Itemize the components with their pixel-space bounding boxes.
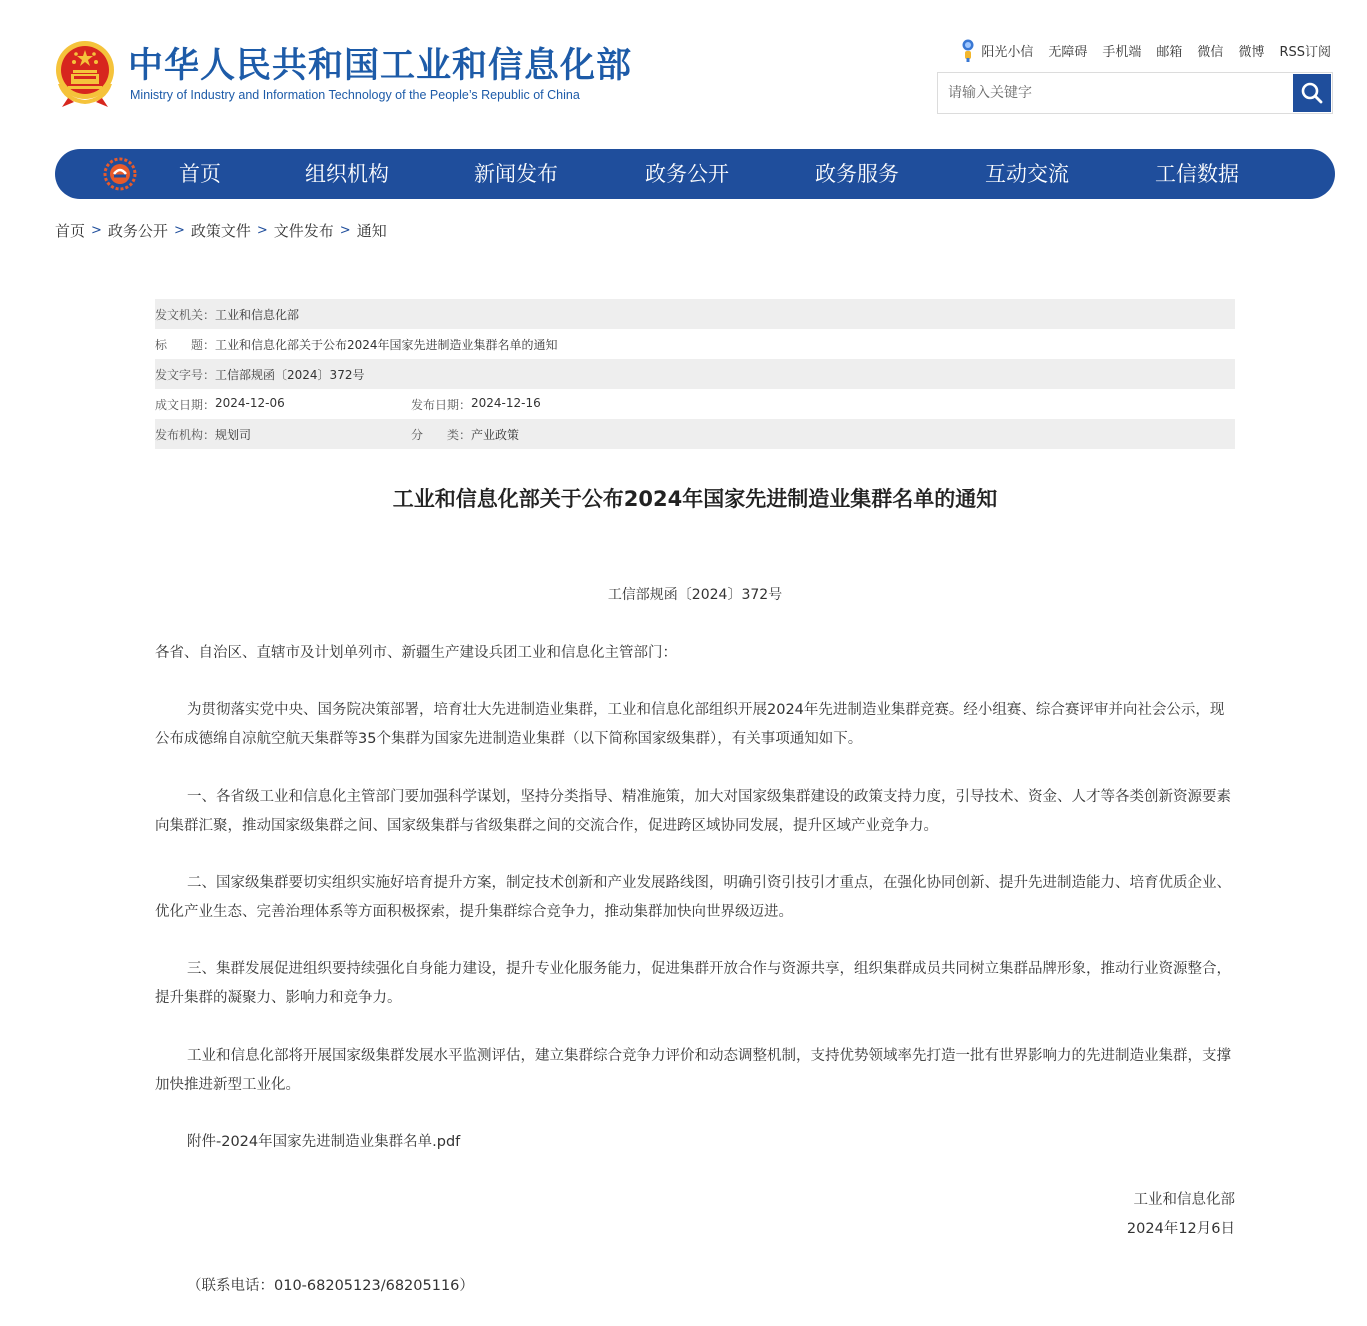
national-emblem-icon <box>54 40 116 108</box>
breadcrumb-notice[interactable]: 通知 <box>356 222 387 240</box>
toplink-mail[interactable]: 邮箱 <box>1156 44 1183 60</box>
meta-title-value: 工业和信息化部关于公布2024年国家先进制造业集群名单的通知 <box>215 337 558 352</box>
meta-written-label: 成文日期： <box>155 397 216 412</box>
meta-published-label: 发布日期： <box>411 397 472 412</box>
article-paragraph-3: 二、国家级集群要切实组织实施好培育提升方案，制定技术创新和产业发展路线图，明确引资引技引才重点，在强化协同创新、提升先进制造能力、培育优质企业、优化产业生态、完善治理体系等方面积极探索，提升集群综合竞争力，推动集群加快向世界级迈进。 <box>155 875 1231 920</box>
meta-row-dates <box>155 389 1235 419</box>
meta-issuer-value: 工业和信息化部 <box>215 307 300 322</box>
toplink-rss[interactable]: RSS订阅 <box>1279 44 1331 60</box>
article-paragraph-5: 工业和信息化部将开展国家级集群发展水平监测评估，建立集群综合竞争力评价和动态调整机制，支持优势领域率先打造一批有世界影响力的先进制造业集群，支撑加快推进新型工业化。 <box>155 1048 1231 1093</box>
nav-data[interactable]: 工信数据 <box>1155 162 1239 186</box>
meta-row-title <box>155 329 1235 359</box>
article-date: 2024年12月6日 <box>1126 1221 1235 1237</box>
meta-row-org <box>155 419 1235 449</box>
meta-issuer-label: 发文机关： <box>155 307 216 322</box>
nav-services[interactable]: 政务服务 <box>815 162 899 186</box>
toplink-sunshine-label: 阳光小信 <box>981 44 1034 60</box>
article-salutation: 各省、自治区、直辖市及计划单列市、新疆生产建设兵团工业和信息化主管部门： <box>155 645 677 661</box>
chevron-right-icon: > <box>256 223 268 238</box>
meta-category-value: 产业政策 <box>471 427 520 442</box>
meta-title-label: 标 题： <box>155 337 216 352</box>
breadcrumb-policy-files[interactable]: 政策文件 <box>190 222 251 240</box>
meta-published-value: 2024-12-16 <box>471 395 541 410</box>
article-paragraph-4: 三、集群发展促进组织要持续强化自身能力建设，提升专业化服务能力，促进集群开放合作与资源共享，组织集群成员共同树立集群品牌形象，推动行业资源整合，提升集群的凝聚力、影响力和竞争力。 <box>155 961 1231 1006</box>
toplink-sunshine[interactable] <box>959 38 1033 62</box>
meta-org-label: 发布机构： <box>155 427 216 442</box>
toplink-weibo[interactable]: 微博 <box>1238 44 1265 60</box>
main-nav <box>55 149 1335 199</box>
breadcrumb <box>55 220 387 241</box>
meta-docno-label: 发文字号： <box>155 367 216 382</box>
nav-organization[interactable]: 组织机构 <box>305 162 389 186</box>
article-docno: 工信部规函〔2024〕372号 <box>607 587 783 603</box>
article-paragraph-1: 为贯彻落实党中央、国务院决策部署，培育壮大先进制造业集群，工业和信息化部组织开展2024年先进制造业集群竞赛。经小组赛、综合赛评审并向社会公示，现公布成德绵自凉航空航天集群等35个集群为国家先进制造业集群（以下简称国家级集群），有关事项通知如下。 <box>155 702 1225 747</box>
nav-news[interactable]: 新闻发布 <box>474 162 558 186</box>
meta-row-docno <box>155 359 1235 389</box>
attachment-link[interactable]: 附件-2024年国家先进制造业集群名单.pdf <box>187 1134 461 1150</box>
ministry-logo-icon <box>103 157 137 191</box>
chevron-right-icon: > <box>91 223 102 238</box>
breadcrumb-home[interactable]: 首页 <box>55 222 86 240</box>
article-paragraph-2: 一、各省级工业和信息化主管部门要加强科学谋划，坚持分类指导、精准施策，加大对国家级集群建设的政策支持力度，引导技术、资金、人才等各类创新资源要素向集群汇聚，推动国家级集群之间、国家级集群与省级集群之间的交流合作，促进跨区域协同发展，提升区域产业竞争力。 <box>155 789 1231 834</box>
search-icon <box>1300 81 1324 105</box>
toplink-accessibility[interactable]: 无障碍 <box>1048 44 1088 60</box>
site-title-cn: 中华人民共和国工业和信息化部 <box>128 46 633 86</box>
toplink-mobile[interactable]: 手机端 <box>1102 44 1142 60</box>
chevron-right-icon: > <box>173 223 185 238</box>
article-contact: （联系电话：010-68205123/68205116） <box>187 1278 474 1294</box>
search-input[interactable] <box>938 73 1292 113</box>
attachment-row <box>155 1128 1235 1157</box>
nav-home[interactable]: 首页 <box>179 162 221 186</box>
article-title: 工业和信息化部关于公布2024年国家先进制造业集群名单的通知 <box>392 487 998 511</box>
meta-category-label: 分 类： <box>411 427 472 442</box>
meta-written-value: 2024-12-06 <box>215 395 285 410</box>
search-button[interactable] <box>1293 74 1331 112</box>
meta-org-value: 规划司 <box>215 427 252 442</box>
document-meta-table <box>155 299 1235 449</box>
article-signature: 工业和信息化部 <box>1133 1192 1235 1208</box>
chevron-right-icon: > <box>339 223 351 238</box>
top-links <box>944 38 1331 62</box>
site-title-en: Ministry of Industry and Information Technology of the People’s Republic of China <box>130 88 580 102</box>
breadcrumb-government-affairs[interactable]: 政务公开 <box>107 222 168 240</box>
sunshine-mascot-icon <box>959 38 977 62</box>
meta-row-issuer <box>155 299 1235 329</box>
search-box <box>937 72 1333 114</box>
breadcrumb-file-release[interactable]: 文件发布 <box>273 222 334 240</box>
nav-government-affairs[interactable]: 政务公开 <box>645 162 729 186</box>
toplink-wechat[interactable]: 微信 <box>1197 44 1224 60</box>
meta-docno-value: 工信部规函〔2024〕372号 <box>215 367 365 382</box>
nav-interaction[interactable]: 互动交流 <box>985 162 1069 186</box>
